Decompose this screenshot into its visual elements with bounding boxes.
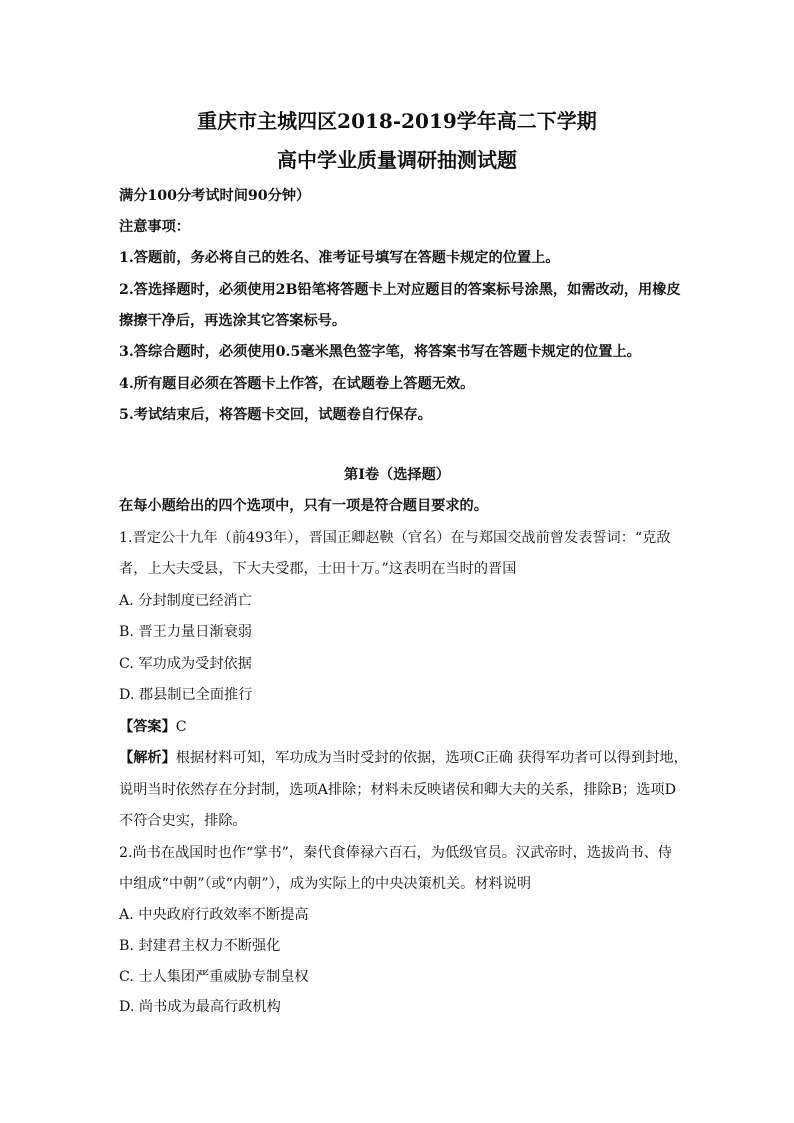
section-instruction: 在每小题给出的四个选项中，只有一项是符合题目要求的。: [119, 498, 488, 514]
note-item: 4.所有题目必须在答题卡上作答，在试题卷上答题无效。: [119, 376, 475, 392]
q1-analysis-line: 说明当时依然存在分封制，选项A排除；材料未反映诸侯和卿大夫的关系，排除B；选项D: [119, 782, 676, 798]
q1-stem-line: 1.晋定公十九年（前493年），晋国正卿赵鞅（官名）在与郑国交战前曾发表誓词：“克敌: [119, 530, 671, 546]
section-title: 第Ⅰ卷（选择题）: [344, 467, 450, 483]
q1-stem-line: 者，上大夫受县，下大夫受郡，士田十万。”这表明在当时的晋国: [119, 561, 517, 577]
q1-analysis-line: 不符合史实，排除。: [119, 813, 247, 829]
answer-label: 【答案】: [119, 719, 176, 735]
q1-option-a: A. 分封制度已经消亡: [119, 593, 252, 609]
q2-stem-line: 中组成“中朝”（或“内朝”），成为实际上的中央决策机关。材料说明: [119, 876, 532, 892]
note-item: 5.考试结束后，将答题卡交回，试题卷自行保存。: [119, 407, 432, 423]
q2-stem-line: 2.尚书在战国时也作“掌书”，秦代食俸禄六百石，为低级官员。汉武帝时，选拔尚书、侍: [119, 845, 672, 861]
q1-answer: [119, 717, 187, 737]
q2-option-a: A. 中央政府行政效率不断提高: [119, 907, 309, 923]
exam-title-line1: 重庆市主城四区2018-2019学年高二下学期: [197, 109, 597, 133]
answer-value: C: [175, 719, 187, 735]
analysis-text: 根据材料可知，军功成为当时受封的依据，选项C正确 获得军功者可以得到封地，: [175, 750, 688, 766]
q2-option-d: D. 尚书成为最高行政机构: [119, 999, 281, 1015]
q1-option-c: C. 军功成为受封依据: [119, 656, 252, 672]
q2-option-b: B. 封建君主权力不断强化: [119, 938, 281, 954]
q2-option-c: C. 士人集团严重威胁专制皇权: [119, 969, 309, 985]
score-time-info: 满分100分考试时间90分钟）: [119, 188, 311, 204]
note-item: 3.答综合题时，必须使用0.5毫米黑色签字笔，将答案书写在答题卡规定的位置上。: [119, 344, 641, 360]
q1-option-b: B. 晋王力量日渐衰弱: [119, 624, 252, 640]
analysis-label: 【解析】: [119, 750, 176, 766]
q1-analysis-line: [119, 748, 688, 768]
note-item: 1.答题前，务必将自己的姓名、准考证号填写在答题卡规定的位置上。: [119, 250, 560, 266]
exam-title-line2: 高中学业质量调研抽测试题: [277, 148, 517, 172]
note-item: 2.答选择题时，必须使用2B铅笔将答题卡上对应题目的答案标号涂黑，如需改动，用橡皮: [119, 282, 681, 298]
notes-heading: 注意事项：: [119, 219, 190, 235]
note-item: 擦擦干净后，再选涂其它答案标号。: [119, 313, 347, 329]
q1-option-d: D. 郡县制已全面推行: [119, 687, 253, 703]
